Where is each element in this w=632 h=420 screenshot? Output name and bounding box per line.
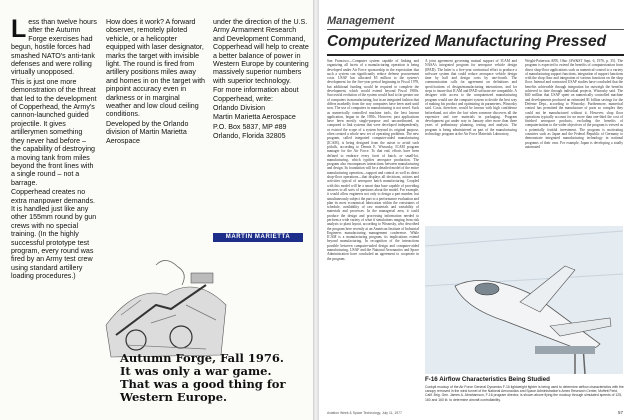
photo-caption-title: F-16 Airflow Characteristics Being Studied: [425, 376, 550, 383]
ad-paragraph: For more information about Copperhead, write:: [213, 86, 299, 103]
title-rule: [327, 54, 624, 56]
artillery-illustration: [96, 245, 236, 365]
article-page: [319, 0, 632, 420]
column-text: San Francisco—Computer system capable of linking and organizing all facets of a manufacturing operation is being developed under Air Force sponsorship in the expectation that such a system can significantly reduce defense procurement costs. USAF has allocated $5 million to the system's development for the five-year period beginning in Fiscal 1978, but additional funding would be required to complete the development, which would extend beyond Fiscal 1980s. Successful evolution of the system would lead to far greater use of computers in manufacturing, but in an integrated fashion that differs markedly from the way computers have been used until now. The use of computers in manufacturing is not novel. Such as numerically controlled machine tools, the best known application, began in the 1950s. However, past applications have been mostly single-purpose and uncoordinated, as compared to link systems that were developed independently, or existed the scope of a system beyond its original purpose, often created a whole new set of operating problems. The new program, called integrated computer-aided manufacturing (ICAM), is being designed from the outset to avoid such pitfalls, according to Dennis E. Wisnosky, ICAM program manager for the Air Force. To that end, efforts have been defined to embrace every facet of batch, or small-lot, manufacturing, which typifies aerospace production. The program also encompasses interactions between manufacturing and design. Its foundation will be a detailed model of the entire manufacturing operation—support and control as well as direct shop-floor operations—that displays all decisions, actions and activities typical of aerospace batch manufacturing. Coupled with this model will be a smart data base capable of providing answers to all sorts of questions about the model. For example, it would allow engineers not only to design a part number, but simultaneously subject the part to a performance evaluation and plan its most economical fabrication within the constraints of schedule, availability of raw materials and variability of materials and processes. In the managerial area, it could produce the design and processing information needed to perform a wide variety of what if simulations ranging from risk analysis to plant layout, according to Wisnosky, who described the program here recently at an American Institute of Industrial Engineers manufacturing management conference. While ICAM is a manufacturing program, its implications extend beyond manufacturing. In recognition of the interactions possible between computer-aided design and computer-aided manufacturing, USAF and the National Aeronautics and Space Administration have concluded an agreement to cooperate in the program.: [327, 59, 419, 261]
ad-paragraph: [11, 15, 97, 77]
article-column-2: [425, 59, 517, 224]
ad-column-3: [213, 18, 309, 142]
address-line: Martin Marietta Aerospace: [213, 113, 296, 122]
drop-cap: L: [11, 15, 27, 43]
address-line: P.O. Box 5837, MP #89: [213, 122, 287, 131]
article-column-3: [525, 59, 623, 224]
address-line: Orlando Division: [213, 104, 266, 113]
column-text: Wright-Patterson AFB, Ohio (AW&ST Sept. 6, 1976, p. 35). The program is expected to extend the benefits of computerization from direct shop-floor applications such as numerical control to a variety of manufacturing support functions, integration of support functions with the shop floor and integration of various functions on the shop floor. Internal and contracted USAF studies have concluded that the benefits achievable through integration far outweigh the benefits achieved to date through individual projects, Wisnosky said. The $40 million that USAF spent on numerically controlled machine and developments produced an estimated $1 billion savings for the Defense Dept., according to Wisnosky. Furthermore, numerical control has permitted the manufacture of parts so complex they could not be manufactured without it. However, shop floor operations typically account for no more than one-third the cost of finished aerospace products, excluding the benefits of computerization to the wider objectives of the program is viewed as a potentially fruitful investment. The program is motivating countries such as Japan and the Federal Republic of Germany to demonstrate integrated manufacturing technology in national programs of their own. For example, Japan is developing a totally automated: [525, 59, 623, 149]
advertisement-page: [0, 0, 313, 420]
ad-paragraph: How does it work? A forward observer, remotely piloted vehicle, or a helicopter equipped with laser designator, marks the target with invisible light. The round is fired from artillery positions miles away and homes in on the target with pinpoint accuracy even in darkness or in marginal weather and low cloud ceiling conditions.: [106, 18, 205, 119]
headline-line-2: It was only a war game.: [120, 364, 272, 378]
publication-footer: Aviation Week & Space Technology, July 11, 1977: [327, 411, 402, 415]
page-number: 57: [618, 410, 624, 415]
ad-column-1: [11, 15, 97, 282]
section-label: Management: [327, 15, 395, 27]
ad-paragraph: This is just one more demonstration of the threat that led to the development of Copperhead, the Army's cannon-launched guided projectile. It gives artillerymen something they never had before – the capability of destroying a moving tank from miles beyond the front lines with a single round – not a barrage.: [11, 77, 97, 187]
ad-paragraph: Developed by the Orlando division of Martin Marietta Aerospace: [106, 119, 189, 145]
ad-paragraph: under the direction of the U.S. Army Armament Research and Development Command, Copperhead will help to create a better balance of power in Western Europe by countering massively superior numbers with superior technology.: [213, 18, 309, 85]
ad-paragraph: Copperhead creates no extra manpower demands. It is handled just like any other 155mm round by gun crews with no special training. (In the highly successful prototype test program, every round was fired by an Army test crew using standard artillery loading procedures.): [11, 188, 97, 281]
article-title: Computerized Manufacturing Pressed: [327, 33, 607, 50]
column-text: A joint agreement governing mutual support of ICAM and NASA's integrated program for aerospace vehicle design (IPAD). The latter is a five-year contractual effort to produce a software system that could reduce aerospace vehicle design time by half and design costs by one-fourth. The communication calls for agreement on definitions and specifications of design/manufacturing interactions, and for steps to insure that ICAM and IPAD software are compatible. A designer with access to the computerized manufacturing program would use the computer system to decide the best way of making his product and optimizing its parameters, Wisnosky said. Costs, therefore, would be known with high confidence beforehand, not after the fact when someone discovers all the expensive and rare materials in packaging. Program development got under way in January after more than three years of preliminary planning, testing and analysis. The program is being administered as part of the manufacturing technology program at the Air Force Materials Laboratory,: [425, 59, 517, 137]
headline-line-1: Autumn Forge, Fall 1976.: [120, 351, 284, 365]
headline-line-3: That was a good thing for Western Europe.: [120, 377, 286, 404]
address-line: Orlando, Florida 32805: [213, 132, 286, 141]
martin-marietta-logo: MARTIN MARIETTA: [213, 233, 303, 242]
ad-column-2: [106, 18, 206, 146]
f16-mockup-photo: [425, 226, 623, 374]
ad-paragraph-text: ess than twelve hours after the Autumn Forge exercises had begun, hostile forces had smashed NATO's anti-tank defenses and were rolling virtually unopposed.: [11, 18, 97, 77]
article-column-1: [327, 59, 419, 399]
ad-headline: [120, 352, 310, 404]
section-rule: [327, 29, 624, 30]
wind-tunnel-image: [425, 226, 623, 374]
photo-caption-body: Cockpit mockup of the Air Force General Dynamics F-16 lightweight fighter is being used to determine airflow characteristics with the canopy removed in the wind tunnel of the National Aeronautics and Space Administration's Ames Research Center, Moffett Field, Calif. Brig. Gen. James A. Abrahamson, F-16 program director, is shown above flying the mockup through simulated speeds of 125, 160 and 160 kt. to determine aircraft controllability.: [425, 385, 624, 402]
